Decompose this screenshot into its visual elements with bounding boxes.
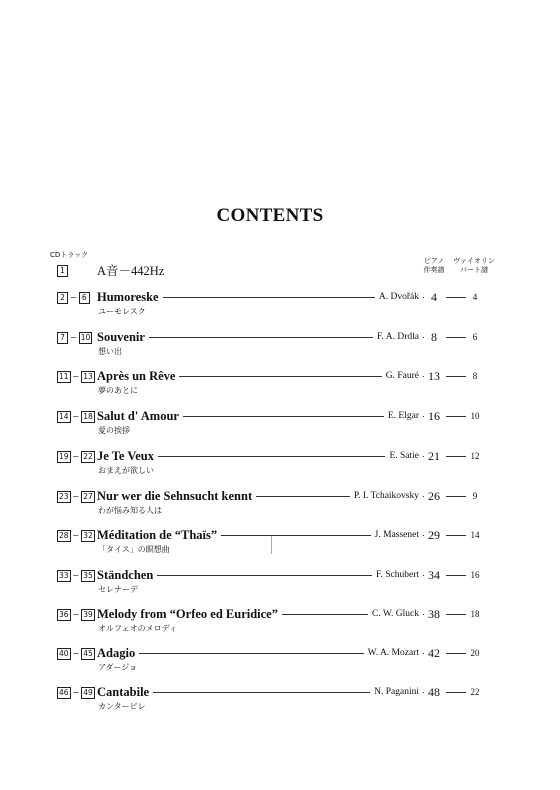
track-start-box: 2 [57, 292, 68, 304]
leader-line-pages [446, 297, 466, 298]
track-range [57, 647, 95, 660]
leader-line [183, 416, 384, 417]
piece-title: Adagio [97, 645, 136, 660]
entry-line [97, 567, 419, 583]
entry-line [97, 606, 419, 622]
entry-line [97, 448, 419, 464]
track-number [57, 264, 68, 277]
composer-name: E. Satie [389, 451, 419, 461]
track-range-separator: ~ [72, 452, 80, 461]
violin-page-number: 9 [472, 491, 478, 501]
track-range-separator: ~ [72, 492, 80, 501]
piece-title: Souvenir [97, 329, 145, 344]
composer-name: F. Schubert [375, 570, 419, 580]
contents-entry [0, 408, 560, 438]
contents-entry [0, 567, 560, 597]
leader-line-to-page [423, 376, 424, 377]
japanese-title: ユーモレスク [98, 307, 146, 316]
composer-name: P. I. Tchaikovsky [353, 491, 419, 501]
leader-line-to-page [423, 575, 424, 576]
leader-line-pages [446, 535, 466, 536]
page-mark [271, 536, 272, 554]
violin-page-number: 12 [470, 451, 480, 461]
entry-line [97, 527, 419, 543]
piece-title: Après un Rêve [97, 368, 176, 383]
track-start-box: 11 [59, 371, 69, 381]
leader-line [158, 456, 385, 457]
contents-entry [0, 289, 560, 319]
track-range-separator: ~ [72, 688, 80, 697]
track-end-box: 18 [83, 411, 93, 421]
leader-line-pages [446, 653, 466, 654]
leader-line-pages [446, 692, 466, 693]
track-range [57, 450, 95, 463]
leader-line-to-page [423, 416, 424, 417]
piece-title: Nur wer die Sehnsucht kennt [97, 488, 253, 503]
composer-name: E. Elgar [387, 411, 419, 421]
track-end-box: 13 [83, 371, 93, 381]
leader-line-pages [446, 456, 466, 457]
track-end-box: 39 [83, 609, 93, 619]
leader-line-pages [446, 376, 466, 377]
leader-line-pages [446, 575, 466, 576]
leader-line-to-page [423, 456, 424, 457]
leader-line [282, 614, 368, 615]
cd-track-label: CDトラック [50, 251, 89, 259]
track-range [57, 291, 90, 304]
leader-line [149, 337, 373, 338]
track-range-separator: ~ [72, 571, 80, 580]
japanese-title: カンタービレ [98, 702, 146, 711]
leader-line-to-page [423, 496, 424, 497]
contents-title: CONTENTS [216, 205, 324, 226]
track-end-box: 6 [79, 292, 90, 304]
composer-name: N. Paganini [374, 687, 419, 697]
entry-line [97, 368, 419, 384]
leader-line-pages [446, 337, 466, 338]
leader-line-pages [446, 614, 466, 615]
violin-header-line2: パート譜 [460, 266, 488, 274]
track-start-box: 28 [59, 530, 69, 540]
piece-title: Ständchen [97, 567, 154, 582]
japanese-title: アダージョ [98, 663, 138, 672]
violin-page-number: 22 [470, 687, 480, 697]
track-range [57, 370, 95, 383]
track-start-box: 46 [59, 687, 69, 697]
leader-line [139, 653, 363, 654]
piano-page-number: 4 [431, 290, 437, 304]
entry-line [97, 645, 419, 661]
track-range [57, 331, 92, 344]
contents-entry [0, 368, 560, 398]
piano-page-number: 48 [428, 685, 440, 699]
leader-line [256, 496, 350, 497]
japanese-title: オルフェオのメロディ [98, 624, 177, 633]
track-start-box: 14 [59, 411, 69, 421]
violin-page-number: 4 [472, 292, 478, 302]
track-range [57, 608, 95, 621]
track-end-box: 49 [83, 687, 93, 697]
track-start-box: 19 [59, 451, 69, 461]
track-range [57, 410, 95, 423]
track-range-separator: ~ [70, 293, 77, 302]
leader-line-to-page [423, 297, 424, 298]
piano-header-line2: 伴奏譜 [423, 266, 445, 274]
track-start-box: 40 [59, 648, 69, 658]
track-end-box: 35 [83, 570, 93, 580]
track-end-box: 32 [83, 530, 93, 540]
track-end-box: 45 [83, 648, 93, 658]
contents-entry [0, 645, 560, 675]
track-start-box: 36 [59, 609, 69, 619]
track-end-box: 10 [80, 332, 91, 342]
piano-page-number: 29 [428, 528, 440, 542]
leader-line [163, 297, 375, 298]
contents-entry [0, 606, 560, 636]
japanese-title: 愛の挨拶 [98, 426, 130, 435]
track-range-separator: ~ [72, 412, 80, 421]
piece-title: Méditation de “Thaïs” [97, 527, 218, 542]
contents-entry [0, 448, 560, 478]
leader-line-to-page [423, 653, 424, 654]
piece-title: Salut d' Amour [97, 408, 179, 423]
japanese-title: わが悩み知る人は [98, 506, 162, 515]
leader-line [221, 535, 371, 536]
track-start-box: 33 [59, 570, 69, 580]
tuning-text: A音－442Hz [97, 264, 165, 278]
track-range [57, 686, 95, 699]
japanese-title: 想い出 [98, 347, 122, 356]
violin-header-line1: ヴァイオリン [453, 257, 495, 265]
leader-line-to-page [423, 535, 424, 536]
piano-page-number: 34 [428, 568, 440, 582]
track-range [57, 490, 95, 503]
composer-name: C. W. Gluck [372, 609, 419, 619]
japanese-title: おまえが欲しい [98, 466, 154, 475]
contents-entry [0, 329, 560, 359]
entry-line [97, 289, 419, 305]
japanese-title: 「タイス」の瞑想曲 [98, 545, 170, 554]
entry-line [97, 329, 419, 345]
piece-title: Cantabile [97, 684, 150, 699]
leader-line [157, 575, 372, 576]
piece-title: Humoreske [97, 289, 159, 304]
violin-page-number: 16 [470, 570, 480, 580]
piano-page-number: 8 [431, 330, 437, 344]
entry-line [97, 408, 419, 424]
track-start-box: 7 [57, 332, 68, 344]
leader-line-pages [446, 416, 466, 417]
leader-line-to-page [423, 614, 424, 615]
entry-line [97, 488, 419, 504]
violin-page-number: 18 [470, 609, 480, 619]
track-range-separator: ~ [72, 610, 80, 619]
piano-page-number: 42 [428, 646, 440, 660]
composer-name: J. Massenet [374, 530, 419, 540]
track-range [57, 569, 95, 582]
piece-title: Je Te Veux [97, 448, 154, 463]
tuning-row [0, 262, 560, 292]
piano-page-number: 38 [428, 607, 440, 621]
piece-title: Melody from “Orfeo ed Euridice” [97, 606, 278, 621]
track-range-separator: ~ [72, 649, 80, 658]
track-range [57, 529, 95, 542]
track-range-separator: ~ [70, 333, 77, 342]
piano-header-line1: ピアノ [423, 257, 445, 265]
piano-page-number: 26 [428, 489, 440, 503]
contents-entry [0, 488, 560, 518]
leader-line-pages [446, 496, 466, 497]
track-end-box: 27 [83, 491, 93, 501]
track-end-box: 22 [83, 451, 93, 461]
track-start-box: 23 [59, 491, 69, 501]
piano-page-number: 21 [428, 449, 440, 463]
violin-page-number: 14 [470, 530, 480, 540]
track-range-separator: ~ [72, 531, 80, 540]
leader-line [153, 692, 370, 693]
composer-name: F. A. Drdla [377, 332, 419, 342]
piano-page-number: 16 [428, 409, 440, 423]
composer-name: G. Fauré [385, 371, 419, 381]
japanese-title: 夢のあとに [98, 386, 138, 395]
violin-page-number: 6 [472, 332, 478, 342]
track-range-separator: ~ [72, 372, 80, 381]
entry-line [97, 684, 419, 700]
japanese-title: セレナーデ [98, 585, 138, 594]
contents-entry [0, 527, 560, 557]
violin-page-number: 8 [472, 371, 478, 381]
composer-name: A. Dvořák [378, 292, 419, 302]
violin-page-number: 10 [470, 411, 480, 421]
piano-page-number: 13 [428, 369, 440, 383]
composer-name: W. A. Mozart [367, 648, 419, 658]
violin-page-number: 20 [470, 648, 480, 658]
leader-line-to-page [423, 692, 424, 693]
leader-line-to-page [423, 337, 424, 338]
contents-entry [0, 684, 560, 714]
leader-line [179, 376, 381, 377]
track-box: 1 [57, 265, 68, 277]
